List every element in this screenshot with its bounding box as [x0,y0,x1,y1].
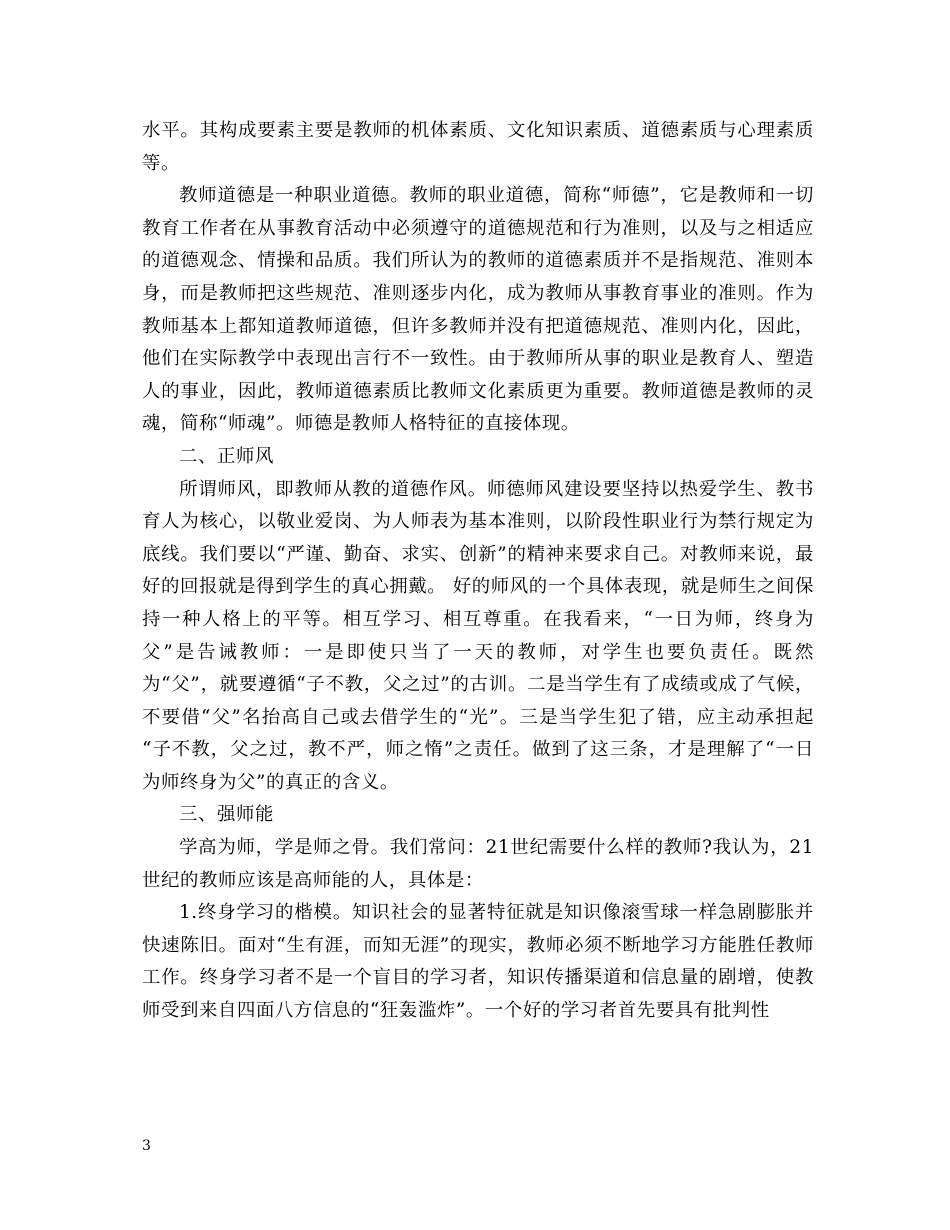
paragraph-3: 所谓师风，即教师从教的道德作风。师德师风建设要坚持以热爱学生、教书育人为核心，以敬业爱岗、为人师表为基本准则，以阶段性职业行为禁行规定为底线。我们要以“严谨、勤奋、求实、创新”的精神来要求自己。对教师来说，最好的回报就是得到学生的真心拥戴。 好的师风的一个具体表现，就是师生之间保持一种人格上的平等。相互学习、相互尊重。在我看来，“一日为师，终身为父”是告诫教师：一是即使只当了一天的教师，对学生也要负责任。既然为“父”，就要遵循“子不教，父之过”的古训。二是当学生有了成绩或成了气候，不要借“父”名抬高自己或去借学生的“光”。三是当学生犯了错，应主动承担起 “子不教，父之过，教不严，师之惰”之责任。做到了这三条，才是理解了“一日为师终身为父”的真正的含义。 [142,478,814,793]
section-heading-3: 三、强师能 [179,804,274,826]
paragraph-2: 教师道德是一种职业道德。教师的职业道德，简称“师德”，它是教师和一切教育工作者在从事教育活动中必须遵守的道德规范和行为准则，以及与之相适应的道德观念、情操和品质。我们所认为的教师的道德素质并不是指规范、准则本身，而是教师把这些规范、准则逐步内化，成为教师从事教育事业的准则。作为教师基本上都知道教师道德，但许多教师并没有把道德规范、准则内化，因此，他们在实际教学中表现出言行不一致性。由于教师所从事的职业是教育人、塑造人的事业，因此，教师道德素质比教师文化素质更为重要。教师道德是教师的灵魂，简称“师魂”。师德是教师人格特征的直接体现。 [142,185,814,435]
paragraph-1: 水平。其构成要素主要是教师的机体素质、文化知识素质、道德素质与心理素质等。 [142,120,814,174]
paragraph-5: 1.终身学习的楷模。知识社会的显著特征就是知识像滚雪球一样急剧膨胀并快速陈旧。面对“生有涯，而知无涯”的现实，教师必须不断地学习方能胜任教师工作。终身学习者不是一个盲目的学习者，知识传播渠道和信息量的剧增，使教师受到来自四面八方信息的“狂轰滥炸”。一个好的学习者首先要具有批判性 [142,902,814,1022]
document-body [142,115,814,1028]
paragraph-4: 学高为师，学是师之骨。我们常问：21世纪需要什么样的教师?我认为，21世纪的教师应该是高师能的人，具体是： [142,837,814,891]
section-heading-2: 二、正师风 [179,445,274,467]
page-number: 3 [142,1138,151,1154]
